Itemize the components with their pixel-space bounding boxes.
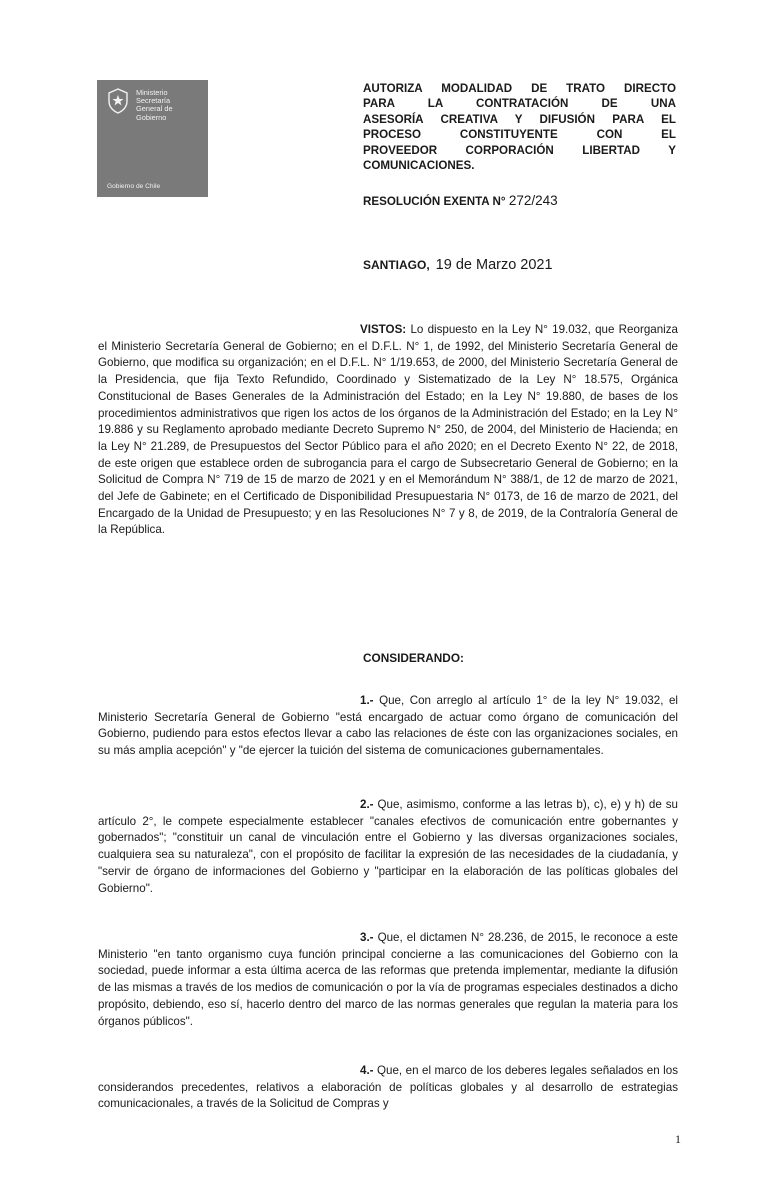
item-text: Que, Con arreglo al artículo 1° de la ley N° 19.032, el Ministerio Secretaría General de Gobierno "está encargado de actuar como órgano de comunicación del Gobierno, pudiendo para estos efectos llevar a cabo las relaciones de éste con las organizaciones sociales, en su más amplia acepción" y "de ejercer la tuición del sistema de comunicaciones gubernamentales. bbox=[98, 694, 678, 758]
title-line: PROVEEDOR CORPORACIÓN LIBERTAD Y bbox=[363, 143, 676, 157]
item-text: Que, asimismo, conforme a las letras b), c), e) y h) de su artículo 2°, le compete especialmente establecer "canales efectivos de comunicación entre gobernantes y gobernados"; "constituir un canal de vinculación entre el Gobierno y las diversas organizaciones sociales, cualquiera sea su naturaleza", con el propósito de facilitar la expresión de las necesidades de la ciudadanía, y "servir de órgano de informaciones del Gobierno y "participar en la elaboración de las políticas globales del Gobierno". bbox=[98, 798, 678, 895]
resolution-title bbox=[363, 81, 676, 173]
page-number: 1 bbox=[675, 1132, 681, 1146]
title-line: PROCESO CONSTITUYENTE CON EL bbox=[363, 128, 676, 142]
item-number: 1.- bbox=[360, 694, 374, 707]
item-number: 3.- bbox=[360, 931, 374, 944]
document-date: 19 de Marzo 2021 bbox=[435, 257, 553, 273]
place-date-line bbox=[363, 257, 553, 273]
coat-of-arms-icon bbox=[107, 87, 129, 115]
vistos-text: Lo dispuesto en la Ley N° 19.032, que Reorganiza el Ministerio Secretaría General de Gobierno; en el D.F.L. N° 1, de 1992, del Ministerio Secretaría General de Gobierno, que modifica su organización; en el D.F.L. N° 1/19.653, de 2000, del Ministerio Secretaría General de la Presidencia, que fija Texto Refundido, Coordinado y Sistematizado de la Ley N° 18.575, Orgánica Constitucional de Bases Generales de la Administración del Estado; en la Ley N° 19.880, de bases de los procedimientos administrativos que rigen los actos de los órganos de la Administración del Estado; en la Ley N° 19.886 y su Reglamento aprobado mediante Decreto Supremo N° 250, de 2004, del Ministerio de Hacienda; en la Ley N° 21.289, de Presupuestos del Sector Público para el año 2020; en el Decreto Exento N° 22, de 2018, de este origen que establece orden de subrogancia para el cargo de Subsecretario General de Gobierno; en la Solicitud de Compra N° 719 de 15 de marzo de 2021 y en el Memorándum N° 388/1, de 12 de marzo de 2021, del Jefe de Gabinete; en el Certificado de Disponibilidad Presupuestaria N° 0173, de 16 de marzo de 2021, del Encargado de la Unidad de Presupuesto; y en las Resoluciones N° 7 y 8, de 2019, de la Contraloría General de la República. bbox=[98, 323, 678, 537]
title-line: COMUNICACIONES. bbox=[363, 159, 475, 173]
considerando-heading: CONSIDERANDO: bbox=[363, 651, 464, 665]
vistos-label: VISTOS: bbox=[360, 323, 407, 336]
item-number: 4.- bbox=[360, 1064, 374, 1077]
considerando-item bbox=[98, 797, 678, 897]
considerando-item bbox=[98, 693, 678, 760]
resolution-number: 272/243 bbox=[508, 193, 558, 208]
item-number: 2.- bbox=[360, 798, 374, 811]
item-text: Que, en el marco de los deberes legales señalados en los considerandos precedentes, relativos a elaboración de políticas globales y al desarrollo de estrategias comunicacionales, a través de la Solicitud de Compras y bbox=[98, 1064, 678, 1111]
considerando-item bbox=[98, 1063, 678, 1113]
resolution-number-line bbox=[363, 193, 558, 208]
resolution-label: RESOLUCIÓN EXENTA N° bbox=[363, 195, 506, 208]
government-label: Gobierno de Chile bbox=[107, 183, 161, 190]
title-line: PARA LA CONTRATACIÓN DE UNA bbox=[363, 97, 676, 111]
ministry-logo bbox=[97, 80, 208, 197]
item-text: Que, el dictamen N° 28.236, de 2015, le reconoce a este Ministerio "en tanto organismo cuya función principal concierne a las comunicaciones del Gobierno con la sociedad, puede informar a esta última acerca de las reformas que pretenda implementar, mediante la difusión de las mismas a través de los medios de comunicación o por la vía de programas especiales destinados a dicho propósito, debiendo, eso sí, hacerlo dentro del marco de las normas generales que regulan la materia para los órganos públicos". bbox=[98, 931, 678, 1028]
title-line: ASESORÍA CREATIVA Y DIFUSIÓN PARA EL bbox=[363, 112, 676, 126]
ministry-name: Ministerio Secretaría General de Gobierno bbox=[136, 88, 173, 122]
city: SANTIAGO, bbox=[363, 258, 430, 272]
vistos-paragraph bbox=[98, 322, 678, 539]
title-line: AUTORIZA MODALIDAD DE TRATO DIRECTO bbox=[363, 82, 676, 95]
considerando-item bbox=[98, 930, 678, 1030]
